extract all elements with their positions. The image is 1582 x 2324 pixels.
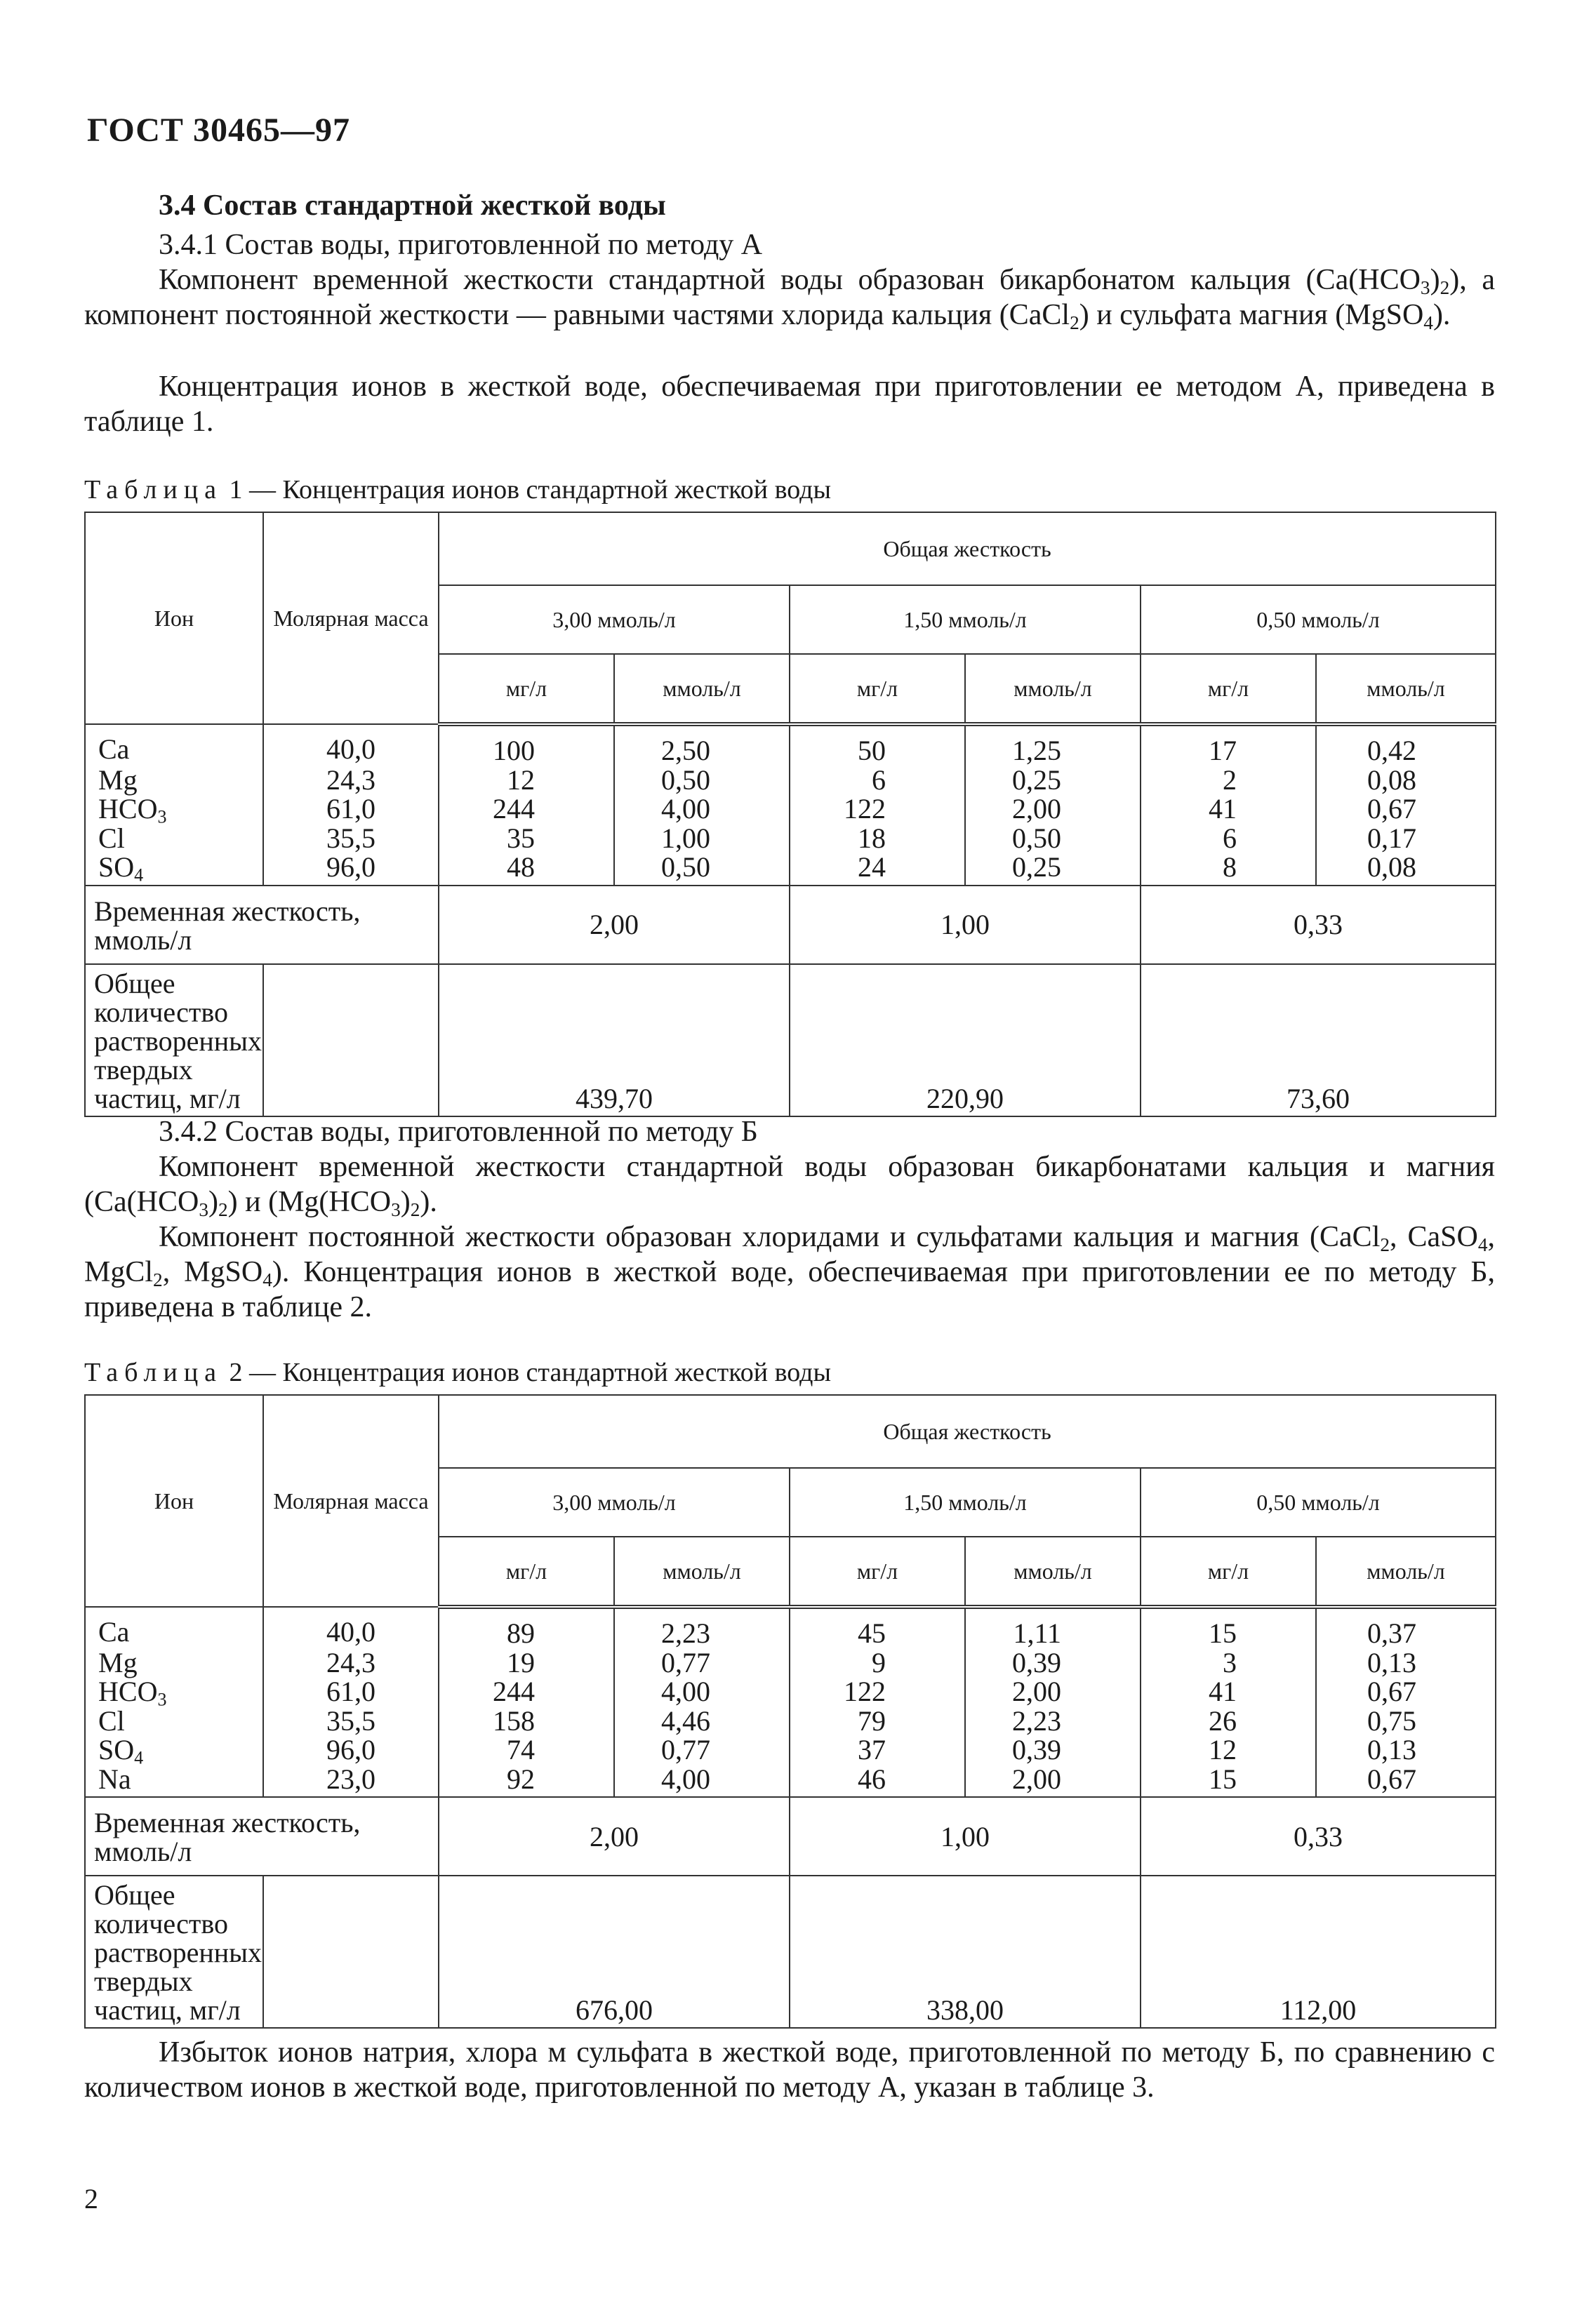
value-cell: 439,70 [439,964,790,1116]
temporary-hardness-label: Временная жесткость, ммоль/л [85,1797,439,1876]
ion-cell: Mg [85,766,263,795]
label-spacer [263,1876,439,2028]
value-cell: 15 [1141,1607,1316,1648]
ion-cell: Na [85,1765,263,1798]
header-unit-mg: мг/л [1141,654,1316,724]
ion-cell: $HCO_3$ [85,794,263,824]
value-cell: 89 [439,1607,614,1648]
molar-mass-cell: 24,3 [263,1648,439,1678]
ion-cell: Ca [85,1607,263,1648]
value-cell: 676,00 [439,1876,790,2028]
table-row [85,1677,1496,1707]
value-cell: 0,25 [965,766,1141,795]
paragraph-method-a-concentration: Концентрация ионов в жесткой воде, обеспечиваемая при приготовлении ее методом А, приведена в таблице 1. [84,370,1495,438]
document-header: ГОСТ 30465—97 [87,112,350,149]
value-cell: 0,33 [1141,886,1496,964]
table-row [85,766,1496,795]
molar-mass-cell: 96,0 [263,853,439,886]
value-cell: 0,50 [965,824,1141,853]
ion-cell: $SO_4$ [85,1735,263,1765]
value-cell: 2,50 [614,724,790,766]
value-cell: 1,00 [790,1797,1141,1876]
value-cell: 45 [790,1607,965,1648]
value-cell: 2 [1141,766,1316,795]
header-ion: Ион [85,1395,263,1607]
molar-mass-cell: 23,0 [263,1765,439,1798]
ion-cell: Mg [85,1648,263,1678]
value-cell: 2,00 [965,794,1141,824]
value-cell: 15 [1141,1765,1316,1798]
value-cell: 0,67 [1316,1677,1496,1707]
ion-cell: Cl [85,1707,263,1736]
table-row-dissolved-solids [85,1876,1496,2028]
table-row-temporary-hardness [85,1797,1496,1876]
value-cell: 2,00 [965,1677,1141,1707]
value-cell: 24 [790,853,965,886]
value-cell: 4,00 [614,1765,790,1798]
temporary-hardness-label: Временная жесткость, ммоль/л [85,886,439,964]
value-cell: 1,25 [965,724,1141,766]
value-cell: 0,08 [1316,853,1496,886]
table-row [85,824,1496,853]
value-cell: 1,00 [614,824,790,853]
header-conc-0-50: 0,50 ммоль/л [1141,1468,1496,1537]
value-cell: 74 [439,1735,614,1765]
value-cell: 79 [790,1707,965,1736]
value-cell: 18 [790,824,965,853]
value-cell: 3 [1141,1648,1316,1678]
header-total-hardness: Общая жесткость [439,1395,1496,1468]
value-cell: 0,75 [1316,1707,1496,1736]
page-number: 2 [84,2183,98,2215]
table-row [85,1648,1496,1678]
table2-caption: Таблица 2 — Концентрация ионов стандартной жесткой воды [84,1358,832,1387]
value-cell: 4,00 [614,794,790,824]
header-unit-mmol: ммоль/л [1316,654,1496,724]
header-unit-mg: мг/л [439,654,614,724]
value-cell: 122 [790,1677,965,1707]
molar-mass-cell: 35,5 [263,824,439,853]
value-cell: 41 [1141,1677,1316,1707]
value-cell: 0,39 [965,1735,1141,1765]
paragraph-method-b-temporary: Компонент временной жесткости стандартной воды образован бикарбонатами кальция и магния $(Ca(HCO_3)_2)$ и $(Mg(HCO_3)_2)$. [84,1151,1495,1220]
value-cell: 12 [439,766,614,795]
table-row-temporary-hardness [85,886,1496,964]
value-cell: 46 [790,1765,965,1798]
value-cell: 0,77 [614,1735,790,1765]
value-cell: 244 [439,1677,614,1707]
value-cell: 122 [790,794,965,824]
table-row [85,1765,1496,1798]
section-heading-3-4-1: 3.4.1 Состав воды, приготовленной по методу А [159,229,763,261]
value-cell: 112,00 [1141,1876,1496,2028]
header-molar-mass: Молярная масса [263,1395,439,1607]
table-row [85,1707,1496,1736]
value-cell: 100 [439,724,614,766]
table1-caption: Таблица 1 — Концентрация ионов стандартной жесткой воды [84,475,832,505]
value-cell: 4,46 [614,1707,790,1736]
dissolved-solids-label: Общее количество растворенных твердых частиц, мг/л [85,964,263,1116]
header-conc-3-00: 3,00 ммоль/л [439,585,790,654]
value-cell: 0,13 [1316,1735,1496,1765]
value-cell: 0,37 [1316,1607,1496,1648]
value-cell: 50 [790,724,965,766]
table-row [85,853,1496,886]
header-unit-mmol: ммоль/л [965,654,1141,724]
ion-cell: $SO_4$ [85,853,263,886]
value-cell: 220,90 [790,964,1141,1116]
value-cell: 244 [439,794,614,824]
value-cell: 2,23 [965,1707,1141,1736]
value-cell: 0,67 [1316,1765,1496,1798]
value-cell: 9 [790,1648,965,1678]
value-cell: 73,60 [1141,964,1496,1116]
value-cell: 0,42 [1316,724,1496,766]
paragraph-method-a-composition: Компонент временной жесткости стандартной воды образован бикарбонатом кальция $(Ca(HCO_3)_2)$, а компонент постоянной жесткости — равными частями хлорида кальция (CaCl$_2$) и сульфата магния (MgSO$_4$). [84,264,1495,333]
header-unit-mg: мг/л [790,1537,965,1607]
value-cell: 0,50 [614,766,790,795]
header-molar-mass: Молярная масса [263,512,439,724]
header-unit-mmol: ммоль/л [614,654,790,724]
molar-mass-cell: 96,0 [263,1735,439,1765]
value-cell: 0,08 [1316,766,1496,795]
dissolved-solids-label: Общее количество растворенных твердых частиц, мг/л [85,1876,263,2028]
molar-mass-cell: 61,0 [263,1677,439,1707]
value-cell: 338,00 [790,1876,1141,2028]
table2 [84,1394,1496,2029]
header-unit-mg: мг/л [790,654,965,724]
value-cell: 6 [1141,824,1316,853]
value-cell: 26 [1141,1707,1316,1736]
value-cell: 8 [1141,853,1316,886]
value-cell: 0,17 [1316,824,1496,853]
value-cell: 0,50 [614,853,790,886]
molar-mass-cell: 40,0 [263,1607,439,1648]
value-cell: 4,00 [614,1677,790,1707]
value-cell: 92 [439,1765,614,1798]
value-cell: 2,23 [614,1607,790,1648]
value-cell: 0,67 [1316,794,1496,824]
value-cell: 1,00 [790,886,1141,964]
header-unit-mmol: ммоль/л [614,1537,790,1607]
paragraph-excess-ions: Избыток ионов натрия, хлора м сульфата в жесткой воде, приготовленной по методу Б, по сравнению с количеством ионов в жесткой воде, приготовленной по методу А, указан в таблице 3. [84,2036,1495,2104]
value-cell: 2,00 [439,1797,790,1876]
value-cell: 19 [439,1648,614,1678]
value-cell: 6 [790,766,965,795]
section-heading-3-4: 3.4 Состав стандартной жесткой воды [159,189,666,222]
value-cell: 37 [790,1735,965,1765]
value-cell: 1,11 [965,1607,1141,1648]
table-row [85,1607,1496,1648]
value-cell: 0,77 [614,1648,790,1678]
value-cell: 48 [439,853,614,886]
header-unit-mmol: ммоль/л [1316,1537,1496,1607]
section-heading-3-4-2: 3.4.2 Состав воды, приготовленной по методу Б [159,1116,758,1148]
value-cell: 0,25 [965,853,1141,886]
molar-mass-cell: 40,0 [263,724,439,766]
value-cell: 158 [439,1707,614,1736]
value-cell: 41 [1141,794,1316,824]
value-cell: 12 [1141,1735,1316,1765]
molar-mass-cell: 61,0 [263,794,439,824]
header-conc-1-50: 1,50 ммоль/л [790,585,1141,654]
table-row [85,724,1496,766]
ion-cell: $HCO_3$ [85,1677,263,1707]
header-unit-mmol: ммоль/л [965,1537,1141,1607]
value-cell: 35 [439,824,614,853]
table1 [84,512,1496,1117]
header-conc-3-00: 3,00 ммоль/л [439,1468,790,1537]
table-row [85,794,1496,824]
header-unit-mg: мг/л [1141,1537,1316,1607]
molar-mass-cell: 35,5 [263,1707,439,1736]
value-cell: 0,33 [1141,1797,1496,1876]
value-cell: 17 [1141,724,1316,766]
value-cell: 2,00 [965,1765,1141,1798]
label-spacer [263,964,439,1116]
header-unit-mg: мг/л [439,1537,614,1607]
ion-cell: Cl [85,824,263,853]
header-total-hardness: Общая жесткость [439,512,1496,585]
header-conc-0-50: 0,50 ммоль/л [1141,585,1496,654]
value-cell: 0,13 [1316,1648,1496,1678]
header-ion: Ион [85,512,263,724]
table-row [85,1735,1496,1765]
molar-mass-cell: 24,3 [263,766,439,795]
table-row-dissolved-solids [85,964,1496,1116]
value-cell: 2,00 [439,886,790,964]
header-conc-1-50: 1,50 ммоль/л [790,1468,1141,1537]
paragraph-method-b-permanent: Компонент постоянной жесткости образован хлоридами и сульфатами кальция и магния (CaCl$_2$, CaSO$_4$, MgCl$_2$, MgSO$_4$). Концентрация ионов в жесткой воде, обеспечиваемая при приготовлении ее по методу Б, приведена в таблице 2. [84,1221,1495,1323]
value-cell: 0,39 [965,1648,1141,1678]
ion-cell: Ca [85,724,263,766]
